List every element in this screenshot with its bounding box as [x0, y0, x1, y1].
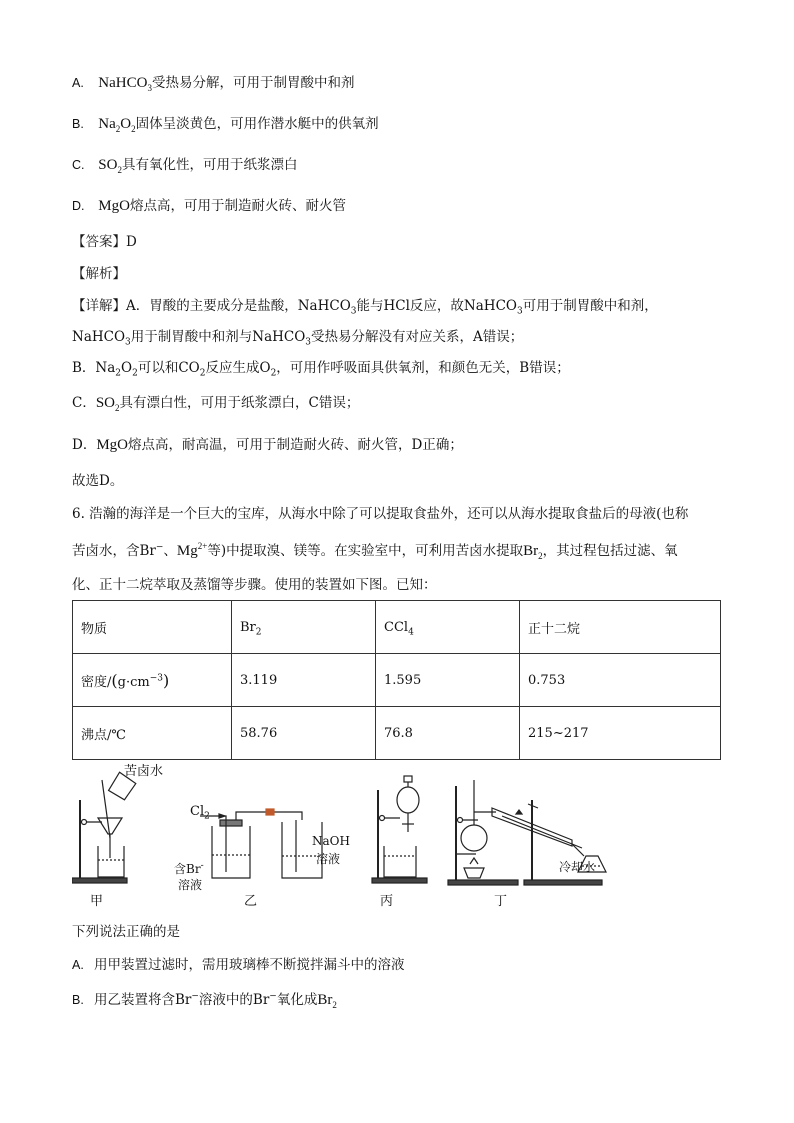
question-prompt: 下列说法正确的是 [72, 924, 180, 940]
option-label: C. [72, 158, 85, 172]
label-br-solution: 含Br- [174, 861, 204, 876]
option-formula: MgO [98, 198, 130, 214]
apparatus-yi [200, 809, 322, 878]
question-stem-line: 6. 浩瀚的海洋是一个巨大的宝库，从海水中除了可以提取食盐外，还可以从海水提取食盐后的母液(也称 [72, 506, 689, 522]
option-a [72, 73, 354, 93]
analysis-heading: 【解析】 [72, 266, 126, 282]
detail-line: D．MgO熔点高，耐高温，可用于制造耐火砖、耐火管，D正确； [72, 437, 463, 453]
option-b [72, 990, 337, 1010]
table-cell: 215~217 [520, 707, 721, 760]
apparatus-figure [72, 760, 612, 910]
option-text: 固体呈淡黄色，可用作潜水艇中的供氧剂 [135, 116, 379, 132]
label-br-solution: 溶液 [178, 878, 203, 892]
table-header-cell: CCl$_4$ [376, 601, 520, 654]
option-c [72, 155, 297, 175]
table-header-cell: $Br_2$ [232, 601, 376, 654]
option-b [72, 114, 379, 134]
detail-line: 故选D。 [72, 473, 124, 489]
label-naoh: 溶液 [316, 852, 341, 866]
table-cell: 1.595 [376, 654, 520, 707]
option-a [72, 955, 405, 975]
option-text: 用甲装置过滤时，需用玻璃棒不断搅拌漏斗中的溶液 [94, 957, 405, 973]
table-cell: 58.76 [232, 707, 376, 760]
option-formula: $Na_2O_2$ [98, 116, 136, 134]
table-row [73, 707, 721, 760]
question-stem-line: 化、正十二烷萃取及蒸馏等步骤。使用的装置如下图。已知： [72, 577, 437, 593]
option-label: A. [72, 76, 84, 90]
label-ding: 丁 [494, 894, 508, 909]
detail-line: NaHCO$_3$用于制胃酸中和剂与NaHCO$_3$受热易分解没有对应关系，A错误； [72, 329, 524, 348]
table-header-row [73, 601, 721, 654]
question-stem-line: 苦卤水，含Br−、$Mg^{2+}$等)中提取溴、镁等。在实验室中，可利用苦卤水提取$Br_2$，其过程包括过滤、氧 [72, 541, 678, 561]
label-cl2: $Cl_2$ [190, 804, 210, 822]
option-text: 具有氧化性，可用于纸浆漂白 [121, 157, 298, 173]
detail-line: C．$SO_2$具有漂白性，可用于纸浆漂白，C错误； [72, 395, 360, 413]
table-cell: 密度$/(g\cdot cm^{-3})$ [73, 654, 232, 707]
table-row [73, 654, 721, 707]
detail-line: B．$Na_2O_2$可以和$CO_2$反应生成$O_2$，可用作呼吸面具供氧剂，和颜色无关，B错误； [72, 360, 570, 379]
table-header-cell: 正十二烷 [520, 601, 721, 654]
option-formula: $SO_2$ [98, 157, 122, 175]
apparatus-jia [72, 770, 138, 883]
option-label: B. [72, 117, 84, 131]
detail-line: 【详解】A．胃酸的主要成分是盐酸，NaHCO$_3$能与HCl反应，故NaHCO$_3$可用于制胃酸中和剂， [72, 298, 658, 317]
table-cell: 沸点/℃ [73, 707, 232, 760]
label-bing: 丙 [380, 894, 394, 909]
label-cooling-water: 冷却水 [559, 860, 596, 874]
option-text: 受热易分解，可用于制胃酸中和剂 [151, 75, 355, 91]
option-text: 熔点高，可用于制造耐火砖、耐火管 [129, 198, 346, 214]
label-naoh: NaOH [312, 834, 350, 848]
option-label: D. [72, 199, 85, 213]
option-label: A. [72, 958, 84, 972]
table-header-cell: 物质 [73, 601, 232, 654]
apparatus-bing [372, 776, 427, 883]
option-label: B. [72, 993, 84, 1007]
label-bitter-brine: 苦卤水 [124, 764, 164, 779]
answer: 【答案】D [72, 234, 137, 250]
table-cell: 0.753 [520, 654, 721, 707]
option-text: 用乙装置将含Br−溶液中的Br−氧化成$Br_2$ [94, 991, 337, 1010]
label-yi: 乙 [244, 894, 258, 909]
table-cell: 3.119 [232, 654, 376, 707]
option-formula: NaHCO$_3$ [98, 75, 152, 93]
table-cell: 76.8 [376, 707, 520, 760]
property-table [72, 600, 721, 760]
option-d [72, 196, 346, 216]
label-jia: 甲 [90, 894, 104, 909]
